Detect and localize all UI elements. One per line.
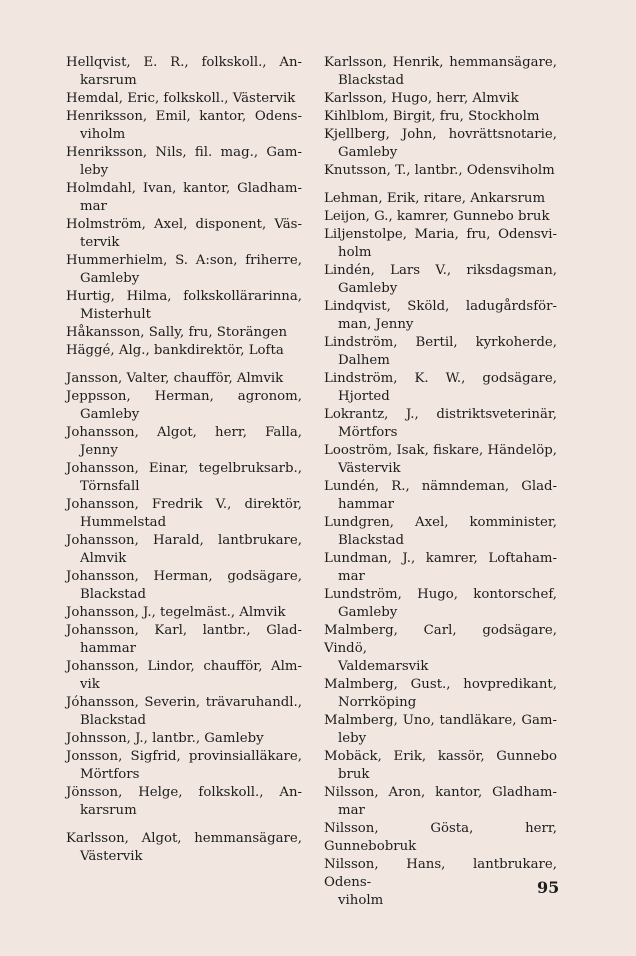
entry-name-line: Lindström, K. W., godsägare, [324,371,557,386]
entry-name-line: Henriksson, Emil, kantor, Odens- [66,109,302,124]
entry-name-line: Johansson, Algot, herr, Falla, [66,425,302,440]
entry-name-line: Karlsson, Algot, hemmansägare, [66,831,302,846]
entry-name-line: Leijon, G., kamrer, Gunnebo bruk [324,209,550,224]
directory-entry [324,298,557,334]
directory-entry [66,496,302,532]
entry-continuation-line: Blackstad [80,587,147,602]
directory-entry [324,442,557,478]
entry-continuation-line: hammar [338,497,394,512]
directory-entry [324,820,557,856]
directory-entry [324,784,557,820]
entry-name-line: Liljenstolpe, Maria, fru, Odensvi- [324,227,557,242]
directory-entry [66,252,302,288]
entry-name-line: Lundén, R., nämndeman, Glad- [324,479,557,494]
entry-name-line: Looström, Isak, fiskare, Händelöp, [324,443,557,458]
entry-name-line: Karlsson, Hugo, herr, Almvik [324,91,519,106]
directory-entry [66,604,302,622]
letter-group-gap [324,180,557,190]
entry-continuation-line: Gamleby [338,145,398,160]
entry-continuation-line: Valdemarsvik [338,659,429,674]
entry-continuation-line: karsrum [80,803,137,818]
entry-continuation-line: Hjorted [338,389,390,404]
entry-continuation-line: Misterhult [80,307,151,322]
entry-name-line: Johansson, Lindor, chaufför, Alm- [66,659,302,674]
entry-name-line: Lundgren, Axel, komminister, [324,515,557,530]
directory-entry [324,748,557,784]
entry-continuation-line: Gamleby [80,271,140,286]
entry-name-line: Johansson, Karl, lantbr., Glad- [66,623,302,638]
directory-entry [324,126,557,162]
entry-name-line: Knutsson, T., lantbr., Odensviholm [324,163,555,178]
entry-name-line: Mobäck, Erik, kassör, Gunnebo [324,749,557,764]
directory-entry [66,532,302,568]
entry-continuation-line: Västervik [80,849,143,864]
entry-name-line: Lehman, Erik, ritare, Ankarsrum [324,191,546,206]
directory-entry [66,388,302,424]
directory-entry [324,478,557,514]
entry-name-line: Kihlblom, Birgit, fru, Stockholm [324,109,540,124]
entry-name-line: Karlsson, Henrik, hemmansägare, [324,55,557,70]
entry-continuation-line: Gamleby [338,281,398,296]
entry-continuation-line: Norrköping [338,695,417,710]
directory-entry [66,54,302,90]
directory-entry [66,108,302,144]
directory-entry [66,460,302,496]
directory-entry [66,370,302,388]
entry-continuation-line: mar [80,199,107,214]
entry-name-line: Häggé, Alg., bankdirektör, Lofta [66,343,284,358]
entry-continuation-line: holm [338,245,372,260]
directory-entry [324,334,557,370]
entry-name-line: Johansson, J., tegelmäst., Almvik [66,605,286,620]
entry-continuation-line: Mörtfors [80,767,140,782]
directory-entry [66,342,302,360]
directory-entry [324,622,557,676]
directory-entry [324,162,557,180]
entry-continuation-line: leby [338,731,367,746]
directory-entry [324,370,557,406]
entry-continuation-line: Blackstad [80,713,147,728]
directory-entry [324,108,557,126]
directory-entry [324,262,557,298]
entry-name-line: Johansson, Einar, tegelbruksarb., [66,461,302,476]
directory-entry [324,514,557,550]
entry-name-line: Nilsson, Aron, kantor, Gladham- [324,785,557,800]
directory-entry [66,568,302,604]
entry-name-line: Håkansson, Sally, fru, Storängen [66,325,288,340]
entry-continuation-line: mar [338,803,365,818]
directory-entry [66,180,302,216]
entry-continuation-line: mar [338,569,365,584]
entry-name-line: Malmberg, Gust., hovpredikant, [324,677,557,692]
directory-entry [66,288,302,324]
entry-name-line: Johansson, Herman, godsägare, [66,569,302,584]
entry-name-line: Holmström, Axel, disponent, Väs- [66,217,302,232]
page-number: 95 [537,878,560,897]
entry-name-line: Nilsson, Hans, lantbrukare, Odens- [324,857,557,890]
directory-entry [324,676,557,712]
directory-entry [324,550,557,586]
directory-entry [66,830,302,866]
entry-name-line: Johansson, Fredrik V., direktör, [66,497,302,512]
entry-continuation-line: Västervik [338,461,401,476]
directory-entry [66,216,302,252]
entry-continuation-line: viholm [338,893,384,908]
entry-name-line: Hemdal, Eric, folkskoll., Västervik [66,91,296,106]
entry-name-line: Jansson, Valter, chaufför, Almvik [66,371,284,386]
directory-entry [324,208,557,226]
directory-entry [324,226,557,262]
directory-entry [66,748,302,784]
directory-entry [324,856,560,910]
entry-name-line: Nilsson, Gösta, herr, Gunnebobruk [324,821,557,854]
directory-entry [324,190,557,208]
entry-name-line: Holmdahl, Ivan, kantor, Gladham- [66,181,302,196]
entry-name-line: Henriksson, Nils, fil. mag., Gam- [66,145,302,160]
entry-name-line: Johnsson, J., lantbr., Gamleby [66,731,264,746]
left-column [66,54,302,866]
entry-continuation-line: Blackstad [338,533,405,548]
directory-entry [66,784,302,820]
entry-continuation-line: Hummelstad [80,515,167,530]
entry-continuation-line: vik [80,677,100,692]
entry-name-line: Lundström, Hugo, kontorschef, [324,587,557,602]
right-column [324,54,560,910]
entry-continuation-line: bruk [338,767,370,782]
entry-continuation-line: Dalhem [338,353,390,368]
directory-entry [66,658,302,694]
entry-continuation-line: karsrum [80,73,137,88]
entry-name-line: Malmberg, Carl, godsägare, Vindö, [324,623,557,656]
entry-name-line: Jeppsson, Herman, agronom, [66,389,302,404]
directory-entry [66,730,302,748]
letter-group-gap [66,820,302,830]
entry-name-line: Lundman, J., kamrer, Loftaham- [324,551,557,566]
entry-continuation-line: Mörtfors [338,425,398,440]
entry-continuation-line: man, Jenny [338,317,414,332]
entry-continuation-line: Almvik [80,551,127,566]
entry-name-line: Kjellberg, John, hovrättsnotarie, [324,127,557,142]
entry-continuation-line: tervik [80,235,120,250]
directory-entry [66,90,302,108]
directory-entry [66,144,302,180]
entry-continuation-line: Blackstad [338,73,405,88]
directory-entry [66,622,302,658]
directory-entry [66,424,302,460]
entry-name-line: Malmberg, Uno, tandläkare, Gam- [324,713,557,728]
entry-name-line: Hummerhielm, S. A:son, friherre, [66,253,302,268]
entry-name-line: Lindén, Lars V., riksdagsman, [324,263,557,278]
entry-name-line: Jóhansson, Severin, trävaruhandl., [66,695,302,710]
entry-continuation-line: Törnsfall [80,479,140,494]
directory-entry [324,406,557,442]
entry-name-line: Lindström, Bertil, kyrkoherde, [324,335,557,350]
directory-entry [324,54,557,90]
entry-name-line: Jönsson, Helge, folkskoll., An- [66,785,302,800]
letter-group-gap [66,360,302,370]
entry-continuation-line: Jenny [80,443,118,458]
entry-continuation-line: viholm [80,127,126,142]
entry-name-line: Lokrantz, J., distriktsveterinär, [324,407,557,422]
entry-name-line: Lindqvist, Sköld, ladugårdsför- [324,299,557,314]
directory-entry [324,90,557,108]
directory-entry [324,586,557,622]
entry-name-line: Jonsson, Sigfrid, provinsialläkare, [66,749,302,764]
entry-name-line: Hellqvist, E. R., folkskoll., An- [66,55,302,70]
entry-continuation-line: Gamleby [338,605,398,620]
entry-continuation-line: leby [80,163,109,178]
entry-name-line: Hurtig, Hilma, folkskollärarinna, [66,289,302,304]
directory-entry [66,694,302,730]
directory-entry [66,324,302,342]
entry-name-line: Johansson, Harald, lantbrukare, [66,533,302,548]
entry-continuation-line: Gamleby [80,407,140,422]
directory-entry [324,712,557,748]
entry-continuation-line: hammar [80,641,136,656]
